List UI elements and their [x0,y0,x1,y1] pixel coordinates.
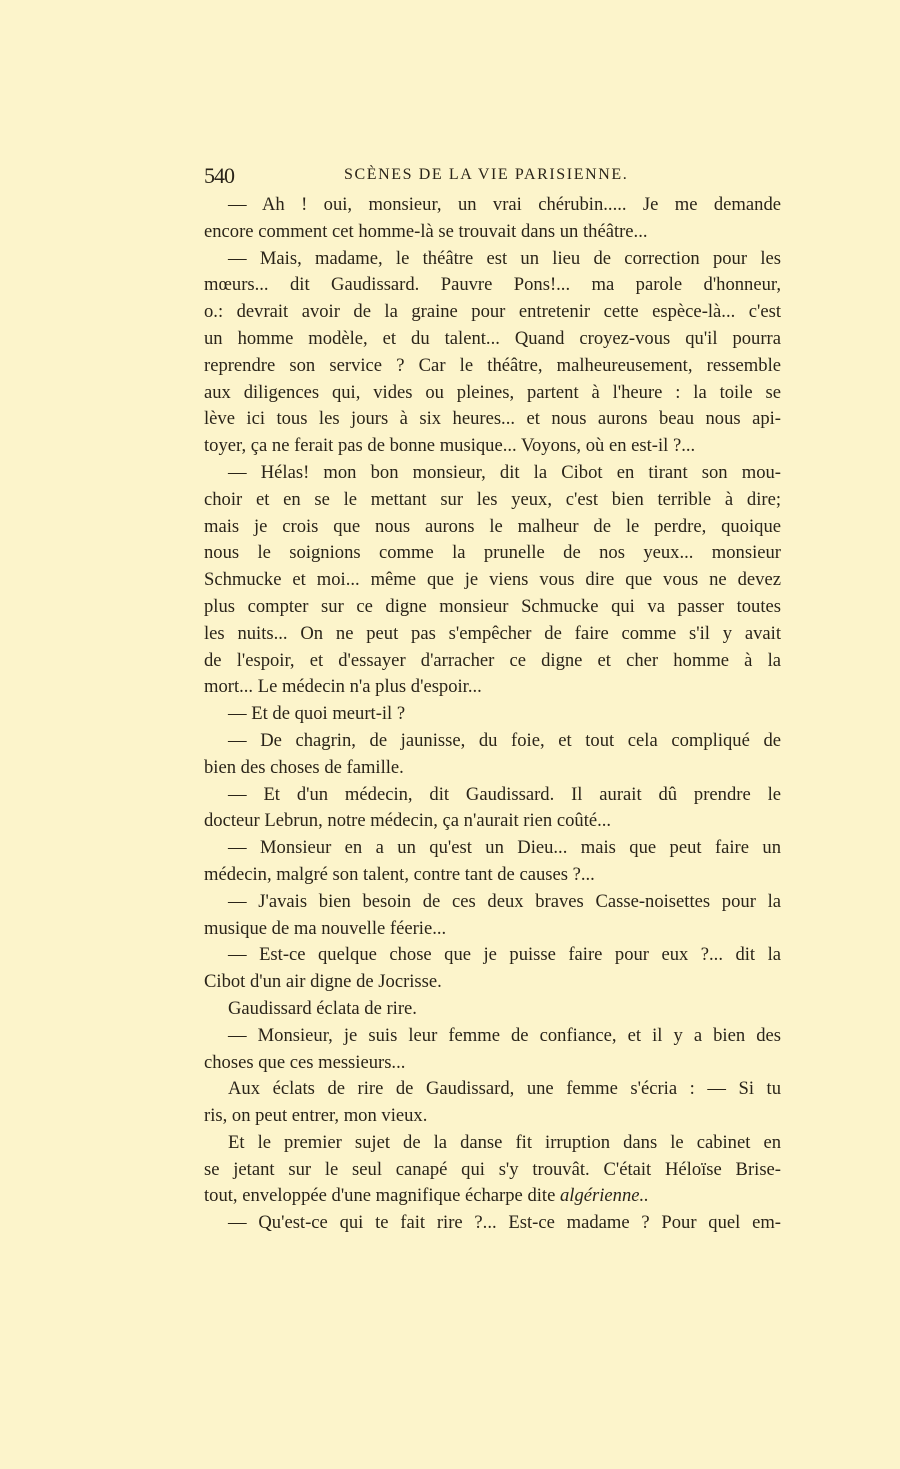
paragraph [204,1023,781,1077]
page-number: 540 [204,163,234,188]
text-line [204,487,781,514]
line-text: — Est-ce quelque chose que je puisse faire pour eux ?... dit la [228,944,781,966]
line-text: lève ici tous les jours à six heures... et nous aurons beau nous api- [204,408,781,430]
text-line [204,1130,781,1157]
line-text: — Et de quoi meurt-il ? [228,703,406,725]
text-line [204,942,781,969]
line-text: choir et en se le mettant sur les yeux, c'est bien terrible à dire; [204,488,781,510]
line-text: o.: devrait avoir de la graine pour entretenir cette espèce-là... c'est [204,301,781,323]
text-line [204,567,781,594]
line-text: — De chagrin, de jaunisse, du foie, et tout cela compliqué de [228,729,781,751]
line-text: de l'espoir, et d'essayer d'arracher ce digne et cher homme à la [204,649,781,671]
text-line [204,1076,781,1103]
text-line [204,246,781,273]
paragraph [204,942,781,996]
text-line [204,433,781,460]
line-text: un homme modèle, et du talent... Quand croyez-vous qu'il pourra [204,327,781,349]
text-line [204,406,781,433]
text-line [204,916,781,943]
line-text: choses que ces messieurs... [204,1051,406,1073]
text-line [204,514,781,541]
line-text: nous le soignions comme la prunelle de nos yeux... monsieur [204,542,781,564]
running-header [204,163,781,191]
text-line [204,326,781,353]
line-text: Aux éclats de rire de Gaudissard, une femme s'écria : — Si tu [228,1078,781,1100]
line-text: — Monsieur en a un qu'est un Dieu... mais que peut faire un [228,837,781,859]
paragraph [204,889,781,943]
paragraph [204,1076,781,1130]
text-line [204,540,781,567]
line-text: toyer, ça ne ferait pas de bonne musique... Voyons, où en est-il ?... [204,435,696,457]
text-line [204,1103,781,1130]
text-line [204,219,781,246]
paragraph [204,1210,781,1237]
line-text: docteur Lebrun, notre médecin, ça n'aurait rien coûté... [204,810,612,832]
line-text: les nuits... On ne peut pas s'empêcher de faire comme s'il y avait [204,622,781,644]
text-line [204,862,781,889]
line-text: — Hélas! mon bon monsieur, dit la Cibot en tirant son mou- [228,461,781,483]
text-line [204,299,781,326]
line-text: musique de ma nouvelle féerie... [204,917,447,939]
text-line [204,969,781,996]
line-text: — Et d'un médecin, dit Gaudissard. Il aurait dû prendre le [228,783,781,805]
line-text: mort... Le médecin n'a plus d'espoir... [204,676,482,698]
line-text: Schmucke et moi... même que je viens vous dire que vous ne devez [204,569,781,591]
paragraph [204,1130,781,1210]
paragraph [204,701,781,728]
line-text: — Monsieur, je suis leur femme de confiance, et il y a bien des [228,1024,781,1046]
text-line [204,380,781,407]
line-text: médecin, malgré son talent, contre tant de causes ?... [204,863,595,885]
text-line [204,1183,781,1210]
running-title: SCÈNES DE LA VIE PARISIENNE. [344,166,629,183]
text-line [204,594,781,621]
text-line [204,648,781,675]
text-line [204,755,781,782]
text-line [204,889,781,916]
text-line [204,674,781,701]
paragraph [204,782,781,836]
text-line [204,621,781,648]
paragraph [204,996,781,1023]
paragraph [204,835,781,889]
line-text: — J'avais bien besoin de ces deux braves Casse-noisettes pour la [228,890,781,912]
line-text: Et le premier sujet de la danse fit irruption dans le cabinet en [228,1131,781,1153]
text-line [204,353,781,380]
line-text: mais je crois que nous aurons le malheur de le perdre, quoique [204,515,781,537]
text-line [204,1210,781,1237]
line-text: — Qu'est-ce qui te fait rire ?... Est-ce madame ? Pour quel em- [228,1212,781,1234]
text-line [204,782,781,809]
text-line [204,272,781,299]
line-text: — Mais, madame, le théâtre est un lieu de correction pour les [228,247,781,269]
line-text: tout, enveloppée d'une magnifique écharpe dite [204,1185,560,1207]
line-text: Cibot d'un air digne de Jocrisse. [204,971,442,993]
paragraph [204,246,781,460]
line-text: Gaudissard éclata de rire. [228,997,417,1019]
italic-term: algérienne.. [559,1185,649,1207]
text-line [204,728,781,755]
text-line [204,808,781,835]
page-body-text [204,192,781,1237]
text-line [204,192,781,219]
paragraph [204,192,781,246]
paragraph [204,728,781,782]
line-text: aux diligences qui, vides ou pleines, partent à l'heure : la toile se [204,381,781,403]
line-text: mœurs... dit Gaudissard. Pauvre Pons!... ma parole d'honneur, [204,274,781,296]
text-line [204,1023,781,1050]
text-line [204,701,781,728]
paragraph [204,460,781,701]
line-text: se jetant sur le seul canapé qui s'y trouvât. C'était Héloïse Brise- [204,1158,781,1180]
text-line [204,996,781,1023]
line-text: reprendre son service ? Car le théâtre, malheureusement, ressemble [204,354,781,376]
line-text: ris, on peut entrer, mon vieux. [204,1105,428,1127]
text-line [204,1050,781,1077]
text-line [204,1157,781,1184]
line-text: plus compter sur ce digne monsieur Schmucke qui va passer toutes [204,595,781,617]
line-text: encore comment cet homme-là se trouvait dans un théâtre... [204,220,648,242]
line-text: bien des choses de famille. [204,756,404,778]
line-text: — Ah ! oui, monsieur, un vrai chérubin..... Je me demande [228,194,781,215]
text-line [204,835,781,862]
text-line [204,460,781,487]
